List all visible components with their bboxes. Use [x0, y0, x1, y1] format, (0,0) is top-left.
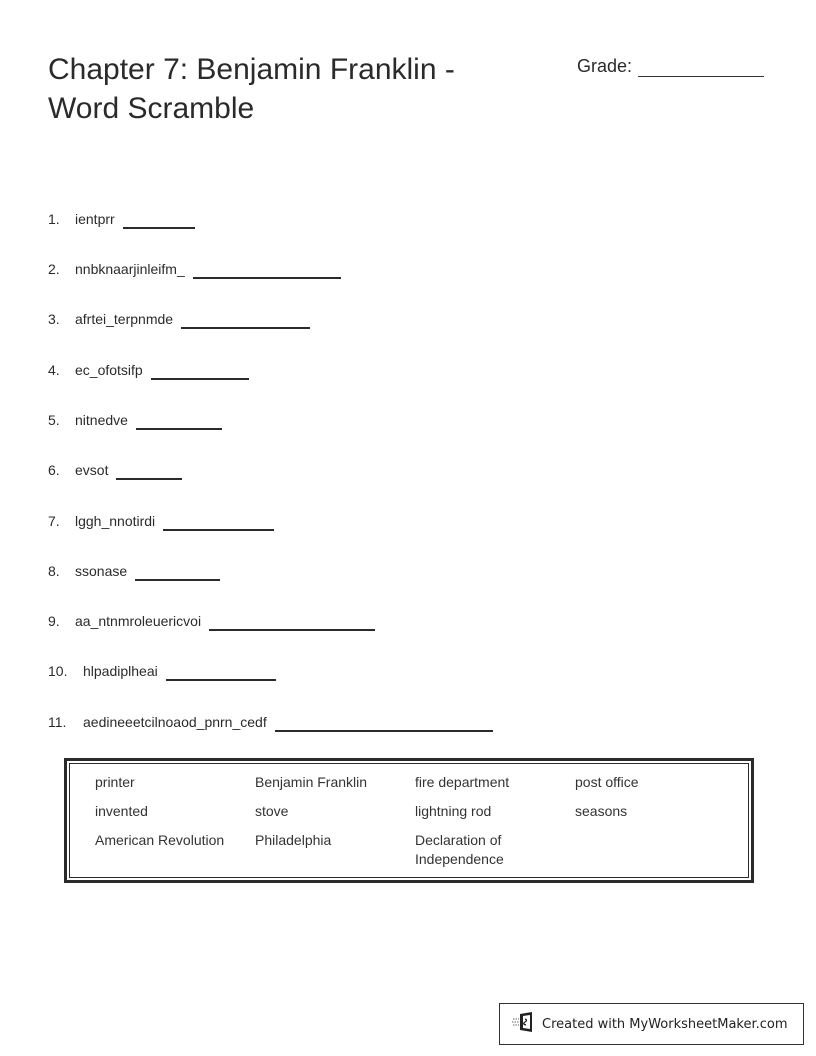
word-bank-item: invented — [95, 803, 148, 819]
scrambled-word: evsot — [75, 462, 109, 478]
word-bank-item: post office — [575, 774, 639, 790]
question-item — [48, 356, 249, 378]
word-bank-item: Benjamin Franklin — [255, 774, 368, 790]
question-number: 11. — [48, 714, 67, 730]
word-bank-inner — [69, 763, 749, 878]
page-title: Chapter 7: Benjamin Franklin - Word Scramble — [48, 53, 455, 125]
answer-line[interactable] — [166, 665, 276, 681]
scrambled-word: nitnedve — [75, 412, 128, 428]
question-number: 10. — [48, 663, 68, 679]
question-item — [48, 406, 222, 428]
answer-line[interactable] — [123, 213, 195, 229]
word-bank-item: Philadelphia — [255, 832, 332, 848]
question-item — [48, 255, 341, 277]
question-item — [48, 305, 310, 327]
question-item — [48, 708, 493, 730]
question-number: 4. — [48, 362, 60, 378]
word-bank-item: American Revolution — [95, 832, 225, 848]
word-bank-item: lightning rod — [415, 803, 492, 819]
word-bank-item: stove — [255, 803, 289, 819]
grade-field — [577, 52, 764, 77]
question-number: 7. — [48, 513, 60, 529]
answer-line[interactable] — [193, 263, 341, 279]
scrambled-word: nnbknaarjinleifm_ — [75, 261, 185, 277]
scrambled-word: hlpadiplheai — [83, 663, 158, 679]
answer-line[interactable] — [135, 565, 220, 581]
word-bank-item: printer — [95, 774, 135, 790]
scrambled-word: ientprr — [75, 211, 115, 227]
answer-line[interactable] — [275, 716, 493, 732]
created-with-badge[interactable] — [499, 1003, 804, 1045]
question-number: 6. — [48, 462, 60, 478]
question-number: 1. — [48, 211, 60, 227]
question-number: 5. — [48, 412, 60, 428]
created-with-text: Created with MyWorksheetMaker.com — [542, 1016, 788, 1032]
word-bank-item: seasons — [575, 803, 628, 819]
question-item — [48, 507, 274, 529]
word-bank — [64, 758, 754, 883]
word-bank-item: fire department — [415, 774, 510, 790]
scrambled-word: ec_ofotsifp — [75, 362, 143, 378]
answer-line[interactable] — [116, 464, 182, 480]
answer-line[interactable] — [181, 313, 310, 329]
question-item — [48, 657, 276, 679]
grade-answer-line[interactable] — [638, 52, 764, 77]
question-item — [48, 557, 220, 579]
question-item — [48, 456, 182, 478]
scrambled-word: aedineeetcilnoaod_pnrn_cedf — [83, 714, 267, 730]
word-bank-item: Declaration of Independence — [415, 832, 504, 867]
worksheet-maker-logo-icon — [512, 1012, 542, 1036]
scrambled-word: afrtei_terpnmde — [75, 311, 174, 327]
grade-label: Grade: — [577, 56, 633, 76]
answer-line[interactable] — [151, 364, 249, 380]
answer-line[interactable] — [209, 615, 375, 631]
answer-line[interactable] — [163, 515, 274, 531]
question-item — [48, 607, 375, 629]
question-item — [48, 205, 195, 227]
question-number: 3. — [48, 311, 60, 327]
scrambled-word: aa_ntnmroleuericvoi — [75, 613, 202, 629]
scrambled-word: lggh_nnotirdi — [75, 513, 156, 529]
question-number: 9. — [48, 613, 60, 629]
question-number: 2. — [48, 261, 60, 277]
answer-line[interactable] — [136, 414, 222, 430]
question-number: 8. — [48, 563, 60, 579]
scrambled-word: ssonase — [75, 563, 128, 579]
